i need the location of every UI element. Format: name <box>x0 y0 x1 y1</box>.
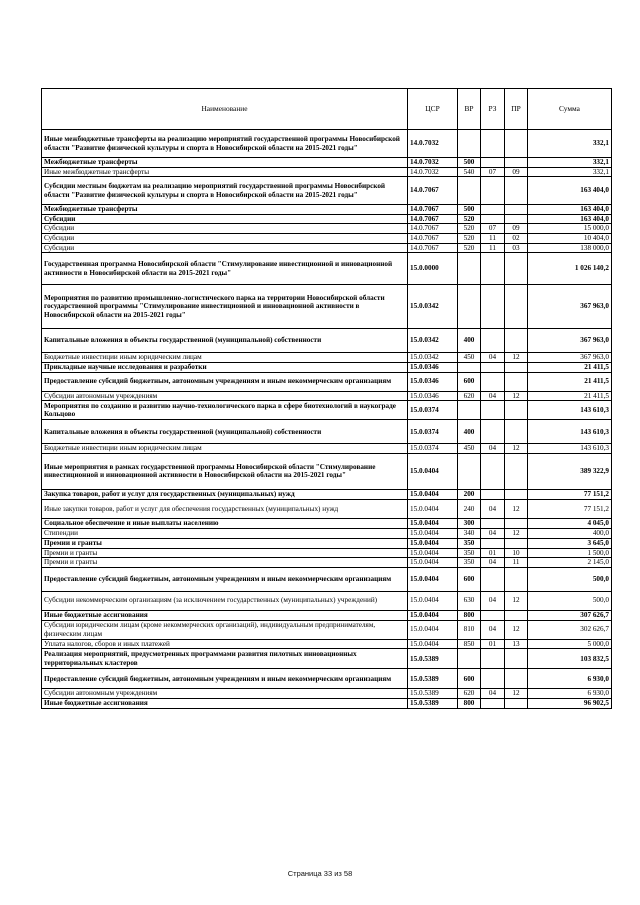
cell-pr <box>505 329 528 353</box>
table-row <box>42 649 612 669</box>
cell-pr: 12 <box>505 591 528 610</box>
cell-vr: 520 <box>458 243 481 253</box>
cell-pr <box>505 453 528 489</box>
cell-csr: 15.0.0404 <box>408 528 458 538</box>
cell-rz <box>481 649 505 669</box>
cell-sum: 96 902,5 <box>528 698 612 708</box>
cell-vr: 350 <box>458 558 481 568</box>
cell-csr: 15.0.0374 <box>408 420 458 444</box>
table-row <box>42 420 612 444</box>
cell-pr: 13 <box>505 639 528 649</box>
table-row <box>42 669 612 689</box>
cell-pr <box>505 669 528 689</box>
cell-sum: 1 500,0 <box>528 548 612 558</box>
cell-name: Закупка товаров, работ и услуг для государственных (муниципальных) нужд <box>42 489 408 499</box>
cell-csr: 14.0.7067 <box>408 214 458 224</box>
cell-csr: 15.0.0346 <box>408 362 458 372</box>
cell-name: Прикладные научные исследования и разработки <box>42 362 408 372</box>
cell-csr: 14.0.7067 <box>408 177 458 205</box>
cell-sum: 367 963,0 <box>528 285 612 329</box>
cell-pr <box>505 649 528 669</box>
cell-sum: 500,0 <box>528 591 612 610</box>
cell-vr: 600 <box>458 669 481 689</box>
cell-rz <box>481 214 505 224</box>
cell-pr <box>505 362 528 372</box>
cell-sum: 77 151,2 <box>528 489 612 499</box>
cell-vr <box>458 362 481 372</box>
cell-csr: 15.0.0404 <box>408 558 458 568</box>
cell-name: Субсидии <box>42 224 408 234</box>
cell-sum: 10 404,0 <box>528 233 612 243</box>
cell-vr: 200 <box>458 489 481 499</box>
cell-csr: 15.0.0404 <box>408 499 458 518</box>
table-row <box>42 698 612 708</box>
cell-csr: 15.0.0404 <box>408 453 458 489</box>
cell-sum: 500,0 <box>528 567 612 591</box>
cell-rz: 07 <box>481 224 505 234</box>
cell-sum: 6 930,0 <box>528 669 612 689</box>
cell-rz <box>481 205 505 215</box>
cell-name: Субсидии юридическим лицам (кроме некоммерческих организаций), индивидуальным предпринимателям, физическим лицам <box>42 620 408 639</box>
table-header <box>42 89 612 130</box>
cell-sum: 138 000,0 <box>528 243 612 253</box>
table-row <box>42 528 612 538</box>
cell-rz <box>481 453 505 489</box>
cell-name: Субсидии некоммерческим организациям (за исключением государственных (муниципальных) учреждений) <box>42 591 408 610</box>
table-row <box>42 177 612 205</box>
cell-vr: 620 <box>458 391 481 401</box>
cell-sum: 367 963,0 <box>528 329 612 353</box>
cell-rz: 04 <box>481 391 505 401</box>
cell-vr: 300 <box>458 518 481 528</box>
cell-pr: 03 <box>505 243 528 253</box>
cell-sum: 2 145,0 <box>528 558 612 568</box>
cell-pr <box>505 420 528 444</box>
cell-sum: 6 930,0 <box>528 689 612 699</box>
cell-csr: 15.0.0342 <box>408 285 458 329</box>
cell-name: Субсидии автономным учреждениям <box>42 689 408 699</box>
table-row <box>42 214 612 224</box>
cell-csr: 15.0.0374 <box>408 401 458 420</box>
table-row <box>42 489 612 499</box>
cell-vr: 800 <box>458 698 481 708</box>
cell-vr <box>458 649 481 669</box>
cell-name: Капитальные вложения в объекты государственной (муниципальной) собственности <box>42 420 408 444</box>
table-row <box>42 567 612 591</box>
cell-pr <box>505 214 528 224</box>
budget-table <box>41 88 612 709</box>
cell-sum: 5 000,0 <box>528 639 612 649</box>
cell-name: Иные межбюджетные трансферты <box>42 167 408 177</box>
cell-rz: 04 <box>481 353 505 363</box>
cell-name: Мероприятия по развитию промышленно-логистического парка на территории Новосибирской области государственной программы "Стимулирование инвестиционной и инновационной активности в Новосибирской области на 2015-2021 годы" <box>42 285 408 329</box>
table-row <box>42 499 612 518</box>
cell-vr: 340 <box>458 528 481 538</box>
cell-csr: 15.0.0346 <box>408 372 458 391</box>
cell-pr <box>505 401 528 420</box>
cell-csr: 15.0.0404 <box>408 639 458 649</box>
cell-csr: 14.0.7032 <box>408 167 458 177</box>
cell-sum: 21 411,5 <box>528 362 612 372</box>
table-row <box>42 158 612 168</box>
table-row <box>42 130 612 158</box>
cell-name: Субсидии местным бюджетам на реализацию мероприятий государственной программы Новосибирской области "Развитие физической культуры и спорта в Новосибирской области на 2015-2021 годы" <box>42 177 408 205</box>
cell-vr <box>458 453 481 489</box>
cell-pr: 11 <box>505 558 528 568</box>
cell-name: Уплата налогов, сборов и иных платежей <box>42 639 408 649</box>
cell-rz <box>481 420 505 444</box>
cell-rz <box>481 669 505 689</box>
cell-rz: 04 <box>481 499 505 518</box>
cell-sum: 389 322,9 <box>528 453 612 489</box>
table-row <box>42 205 612 215</box>
cell-rz: 11 <box>481 243 505 253</box>
header-name: Наименование <box>42 89 408 130</box>
cell-vr: 500 <box>458 158 481 168</box>
cell-pr <box>505 130 528 158</box>
cell-rz <box>481 698 505 708</box>
table-row <box>42 329 612 353</box>
cell-vr <box>458 285 481 329</box>
cell-csr: 15.0.0404 <box>408 610 458 620</box>
cell-pr: 12 <box>505 353 528 363</box>
cell-name: Государственная программа Новосибирской области "Стимулирование инвестиционной и инновационной активности в Новосибирской области на 2015-2021 годы" <box>42 253 408 285</box>
cell-vr: 540 <box>458 167 481 177</box>
table-row <box>42 224 612 234</box>
cell-pr <box>505 372 528 391</box>
table-row <box>42 391 612 401</box>
cell-pr <box>505 205 528 215</box>
page-number: Страница 33 из 58 <box>287 869 353 878</box>
cell-pr <box>505 698 528 708</box>
cell-pr: 12 <box>505 528 528 538</box>
cell-sum: 103 832,5 <box>528 649 612 669</box>
table-row <box>42 453 612 489</box>
cell-name: Субсидии <box>42 243 408 253</box>
cell-pr: 09 <box>505 224 528 234</box>
cell-rz: 04 <box>481 620 505 639</box>
cell-vr <box>458 177 481 205</box>
cell-vr: 350 <box>458 548 481 558</box>
cell-sum: 21 411,5 <box>528 372 612 391</box>
header-pr: ПР <box>505 89 528 130</box>
cell-pr: 12 <box>505 391 528 401</box>
cell-rz <box>481 538 505 548</box>
cell-name: Субсидии <box>42 214 408 224</box>
cell-name: Бюджетные инвестиции иным юридическим лицам <box>42 353 408 363</box>
cell-name: Стипендии <box>42 528 408 538</box>
cell-name: Предоставление субсидий бюджетным, автономным учреждениям и иным некоммерческим организациям <box>42 669 408 689</box>
cell-rz <box>481 362 505 372</box>
cell-csr: 15.0.5389 <box>408 698 458 708</box>
cell-sum: 332,1 <box>528 158 612 168</box>
cell-name: Субсидии <box>42 233 408 243</box>
cell-sum: 307 626,7 <box>528 610 612 620</box>
cell-rz <box>481 567 505 591</box>
cell-rz: 04 <box>481 591 505 610</box>
cell-rz: 04 <box>481 558 505 568</box>
cell-vr: 500 <box>458 205 481 215</box>
cell-sum: 15 000,0 <box>528 224 612 234</box>
cell-csr: 15.0.0404 <box>408 591 458 610</box>
cell-sum: 143 610,3 <box>528 401 612 420</box>
cell-csr: 14.0.7067 <box>408 224 458 234</box>
header-vr: ВР <box>458 89 481 130</box>
table-row <box>42 610 612 620</box>
cell-rz <box>481 372 505 391</box>
cell-sum: 332,1 <box>528 130 612 158</box>
table-row <box>42 243 612 253</box>
cell-rz <box>481 253 505 285</box>
cell-pr <box>505 489 528 499</box>
cell-rz <box>481 610 505 620</box>
cell-name: Премии и гранты <box>42 548 408 558</box>
cell-pr <box>505 610 528 620</box>
cell-vr: 400 <box>458 329 481 353</box>
cell-vr: 350 <box>458 538 481 548</box>
cell-vr <box>458 401 481 420</box>
cell-sum: 332,1 <box>528 167 612 177</box>
cell-csr: 14.0.7032 <box>408 158 458 168</box>
cell-csr: 14.0.7067 <box>408 243 458 253</box>
cell-rz: 04 <box>481 444 505 454</box>
cell-vr: 240 <box>458 499 481 518</box>
cell-csr: 15.0.0342 <box>408 329 458 353</box>
cell-rz <box>481 285 505 329</box>
cell-vr: 600 <box>458 372 481 391</box>
table-row <box>42 233 612 243</box>
cell-name: Иные межбюджетные трансферты на реализацию мероприятий государственной программы Новосибирской области "Развитие физической культуры и спорта в Новосибирской области на 2015-2021 годы" <box>42 130 408 158</box>
table-row <box>42 372 612 391</box>
cell-csr: 15.0.0342 <box>408 353 458 363</box>
cell-vr: 450 <box>458 444 481 454</box>
table-row <box>42 639 612 649</box>
cell-name: Предоставление субсидий бюджетным, автономным учреждениям и иным некоммерческим организациям <box>42 372 408 391</box>
cell-name: Капитальные вложения в объекты государственной (муниципальной) собственности <box>42 329 408 353</box>
cell-sum: 163 404,0 <box>528 177 612 205</box>
table-row <box>42 538 612 548</box>
cell-sum: 77 151,2 <box>528 499 612 518</box>
cell-csr: 15.0.0404 <box>408 489 458 499</box>
cell-rz <box>481 130 505 158</box>
table-row <box>42 253 612 285</box>
cell-name: Межбюджетные трансферты <box>42 205 408 215</box>
header-csr: ЦСР <box>408 89 458 130</box>
cell-csr: 15.0.5389 <box>408 649 458 669</box>
cell-pr <box>505 177 528 205</box>
cell-vr: 400 <box>458 420 481 444</box>
cell-rz <box>481 158 505 168</box>
cell-csr: 14.0.7067 <box>408 205 458 215</box>
cell-rz: 01 <box>481 548 505 558</box>
cell-vr: 520 <box>458 224 481 234</box>
cell-sum: 3 645,0 <box>528 538 612 548</box>
cell-vr: 800 <box>458 610 481 620</box>
cell-name: Мероприятия по созданию и развитию научно-технологического парка в сфере биотехнологий в наукограде Кольцово <box>42 401 408 420</box>
cell-pr <box>505 158 528 168</box>
cell-rz: 04 <box>481 528 505 538</box>
cell-csr: 15.0.0374 <box>408 444 458 454</box>
cell-rz <box>481 518 505 528</box>
cell-pr <box>505 538 528 548</box>
cell-vr: 630 <box>458 591 481 610</box>
cell-pr <box>505 567 528 591</box>
table-row <box>42 558 612 568</box>
cell-pr: 09 <box>505 167 528 177</box>
cell-vr <box>458 253 481 285</box>
cell-name: Межбюджетные трансферты <box>42 158 408 168</box>
cell-sum: 143 610,3 <box>528 444 612 454</box>
cell-name: Премии и гранты <box>42 538 408 548</box>
cell-pr: 12 <box>505 444 528 454</box>
table-row <box>42 167 612 177</box>
cell-name: Социальное обеспечение и иные выплаты населению <box>42 518 408 528</box>
cell-sum: 143 610,3 <box>528 420 612 444</box>
table-row <box>42 548 612 558</box>
cell-pr: 02 <box>505 233 528 243</box>
cell-rz: 07 <box>481 167 505 177</box>
cell-vr <box>458 130 481 158</box>
cell-csr: 15.0.0404 <box>408 538 458 548</box>
cell-csr: 15.0.0404 <box>408 548 458 558</box>
cell-csr: 15.0.0404 <box>408 567 458 591</box>
cell-vr: 520 <box>458 214 481 224</box>
cell-sum: 163 404,0 <box>528 214 612 224</box>
cell-name: Предоставление субсидий бюджетным, автономным учреждениям и иным некоммерческим организациям <box>42 567 408 591</box>
cell-rz: 04 <box>481 689 505 699</box>
cell-sum: 21 411,5 <box>528 391 612 401</box>
cell-rz <box>481 401 505 420</box>
cell-rz: 11 <box>481 233 505 243</box>
cell-sum: 4 045,0 <box>528 518 612 528</box>
cell-pr: 12 <box>505 620 528 639</box>
cell-pr: 12 <box>505 499 528 518</box>
table-row <box>42 689 612 699</box>
cell-csr: 15.0.5389 <box>408 689 458 699</box>
cell-vr: 600 <box>458 567 481 591</box>
table-row <box>42 444 612 454</box>
cell-vr: 450 <box>458 353 481 363</box>
cell-vr: 850 <box>458 639 481 649</box>
cell-name: Иные мероприятия в рамках государственной программы Новосибирской области "Стимулирование инвестиционной и инновационной активности в Новосибирской области на 2015-2021 годы" <box>42 453 408 489</box>
cell-sum: 163 404,0 <box>528 205 612 215</box>
cell-name: Иные закупки товаров, работ и услуг для обеспечения государственных (муниципальных) нужд <box>42 499 408 518</box>
cell-name: Иные бюджетные ассигнования <box>42 610 408 620</box>
cell-vr: 810 <box>458 620 481 639</box>
cell-rz <box>481 177 505 205</box>
cell-pr <box>505 518 528 528</box>
table-row <box>42 362 612 372</box>
cell-rz: 01 <box>481 639 505 649</box>
cell-name: Бюджетные инвестиции иным юридическим лицам <box>42 444 408 454</box>
cell-sum: 400,0 <box>528 528 612 538</box>
cell-sum: 1 026 140,2 <box>528 253 612 285</box>
cell-pr <box>505 253 528 285</box>
cell-csr: 15.0.0404 <box>408 620 458 639</box>
table-body <box>42 130 612 709</box>
cell-name: Премии и гранты <box>42 558 408 568</box>
cell-csr: 15.0.0000 <box>408 253 458 285</box>
table-row <box>42 285 612 329</box>
table-row <box>42 591 612 610</box>
cell-csr: 15.0.0346 <box>408 391 458 401</box>
cell-vr: 520 <box>458 233 481 243</box>
cell-sum: 302 626,7 <box>528 620 612 639</box>
cell-csr: 15.0.0404 <box>408 518 458 528</box>
cell-csr: 14.0.7032 <box>408 130 458 158</box>
table-row <box>42 620 612 639</box>
cell-pr: 10 <box>505 548 528 558</box>
cell-vr: 620 <box>458 689 481 699</box>
cell-name: Иные бюджетные ассигнования <box>42 698 408 708</box>
cell-pr: 12 <box>505 689 528 699</box>
header-rz: РЗ <box>481 89 505 130</box>
table-row <box>42 401 612 420</box>
table-row <box>42 518 612 528</box>
cell-sum: 367 963,0 <box>528 353 612 363</box>
cell-rz <box>481 329 505 353</box>
table-row <box>42 353 612 363</box>
cell-pr <box>505 285 528 329</box>
cell-csr: 14.0.7067 <box>408 233 458 243</box>
cell-name: Реализация мероприятий, предусмотренных программами развития пилотных инновационных территориальных кластеров <box>42 649 408 669</box>
header-sum: Сумма <box>528 89 612 130</box>
cell-name: Субсидии автономным учреждениям <box>42 391 408 401</box>
cell-csr: 15.0.5389 <box>408 669 458 689</box>
cell-rz <box>481 489 505 499</box>
